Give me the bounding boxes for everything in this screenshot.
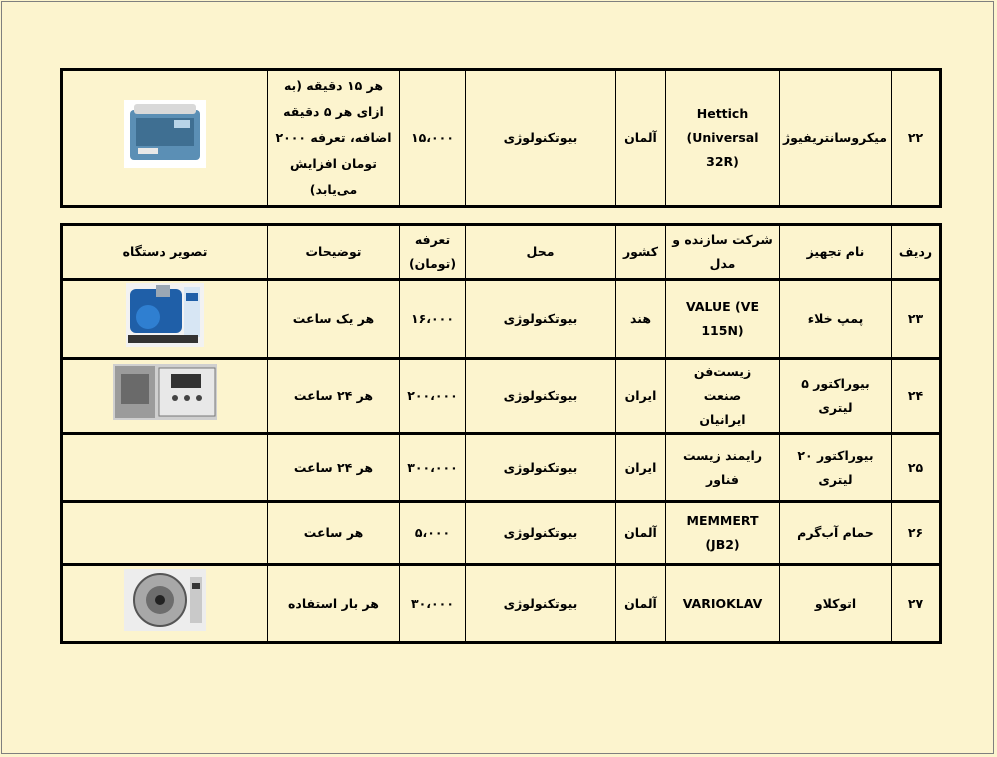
header-location: محل: [466, 225, 616, 280]
row-index: ۲۷: [892, 565, 941, 643]
row-index: ۲۳: [892, 280, 941, 359]
description: هر ۱۵ دقیقه (به ازای هر ۵ دقیقه اضافه، تعرفه ۲۰۰۰ تومان افزایش می‌یابد): [268, 70, 400, 207]
equipment-table-top: [60, 68, 942, 208]
bioreactor-image: [113, 364, 217, 420]
country: هند: [616, 280, 666, 359]
manufacturer-model: VARIOKLAV: [666, 565, 780, 643]
row-index: ۲۲: [892, 70, 941, 207]
table-row: [62, 502, 941, 565]
table-row: [62, 70, 941, 207]
image-cell: [62, 502, 268, 565]
table-row: [62, 359, 941, 434]
fee: ۱۶،۰۰۰: [400, 280, 466, 359]
country: آلمان: [616, 70, 666, 207]
header-description: توضیحات: [268, 225, 400, 280]
fee: ۱۵،۰۰۰: [400, 70, 466, 207]
table-row: [62, 280, 941, 359]
equipment-name: پمپ خلاء: [780, 280, 892, 359]
description: هر ساعت: [268, 502, 400, 565]
manufacturer-model: Hettich (Universal 32R): [666, 70, 780, 207]
country: آلمان: [616, 502, 666, 565]
row-index: ۲۵: [892, 434, 941, 502]
location: بیوتکنولوژی: [466, 565, 616, 643]
autoclave-image: [124, 569, 206, 631]
equipment-table: [60, 223, 942, 644]
row-index: ۲۴: [892, 359, 941, 434]
fee: ۲۰۰،۰۰۰: [400, 359, 466, 434]
header-manufacturer: شرکت سازنده و مدل: [666, 225, 780, 280]
equipment-name: اتوکلاو: [780, 565, 892, 643]
centrifuge-image: [124, 100, 206, 168]
vacuum-pump-image: [126, 283, 204, 347]
equipment-name: میکروسانتریفیوژ: [780, 70, 892, 207]
table-row: [62, 434, 941, 502]
manufacturer-model: VALUE (VE 115N): [666, 280, 780, 359]
location: بیوتکنولوژی: [466, 502, 616, 565]
image-cell: [62, 280, 268, 359]
equipment-name: بیوراکتور ۲۰ لیتری: [780, 434, 892, 502]
table-header-row: [62, 225, 941, 280]
manufacturer-model: زیست‌فن صنعت ایرانیان: [666, 359, 780, 434]
fee: ۳۰،۰۰۰: [400, 565, 466, 643]
row-index: ۲۶: [892, 502, 941, 565]
manufacturer-model: MEMMERT (JB2): [666, 502, 780, 565]
location: بیوتکنولوژی: [466, 359, 616, 434]
header-image: تصویر دستگاه: [62, 225, 268, 280]
equipment-name: بیوراکتور ۵ لیتری: [780, 359, 892, 434]
country: ایران: [616, 434, 666, 502]
header-name: نام تجهیز: [780, 225, 892, 280]
image-cell: [62, 70, 268, 207]
header-country: کشور: [616, 225, 666, 280]
image-cell: [62, 565, 268, 643]
description: هر ۲۴ ساعت: [268, 359, 400, 434]
description: هر ۲۴ ساعت: [268, 434, 400, 502]
country: ایران: [616, 359, 666, 434]
fee: ۳۰۰،۰۰۰: [400, 434, 466, 502]
header-fee: تعرفه (تومان): [400, 225, 466, 280]
fee: ۵،۰۰۰: [400, 502, 466, 565]
country: آلمان: [616, 565, 666, 643]
description: هر یک ساعت: [268, 280, 400, 359]
location: بیوتکنولوژی: [466, 280, 616, 359]
image-cell: [62, 359, 268, 434]
header-index: ردیف: [892, 225, 941, 280]
location: بیوتکنولوژی: [466, 434, 616, 502]
table-row: [62, 565, 941, 643]
description: هر بار استفاده: [268, 565, 400, 643]
location: بیوتکنولوژی: [466, 70, 616, 207]
manufacturer-model: رایمند زیست فناور: [666, 434, 780, 502]
equipment-name: حمام آب‌گرم: [780, 502, 892, 565]
image-cell: [62, 434, 268, 502]
